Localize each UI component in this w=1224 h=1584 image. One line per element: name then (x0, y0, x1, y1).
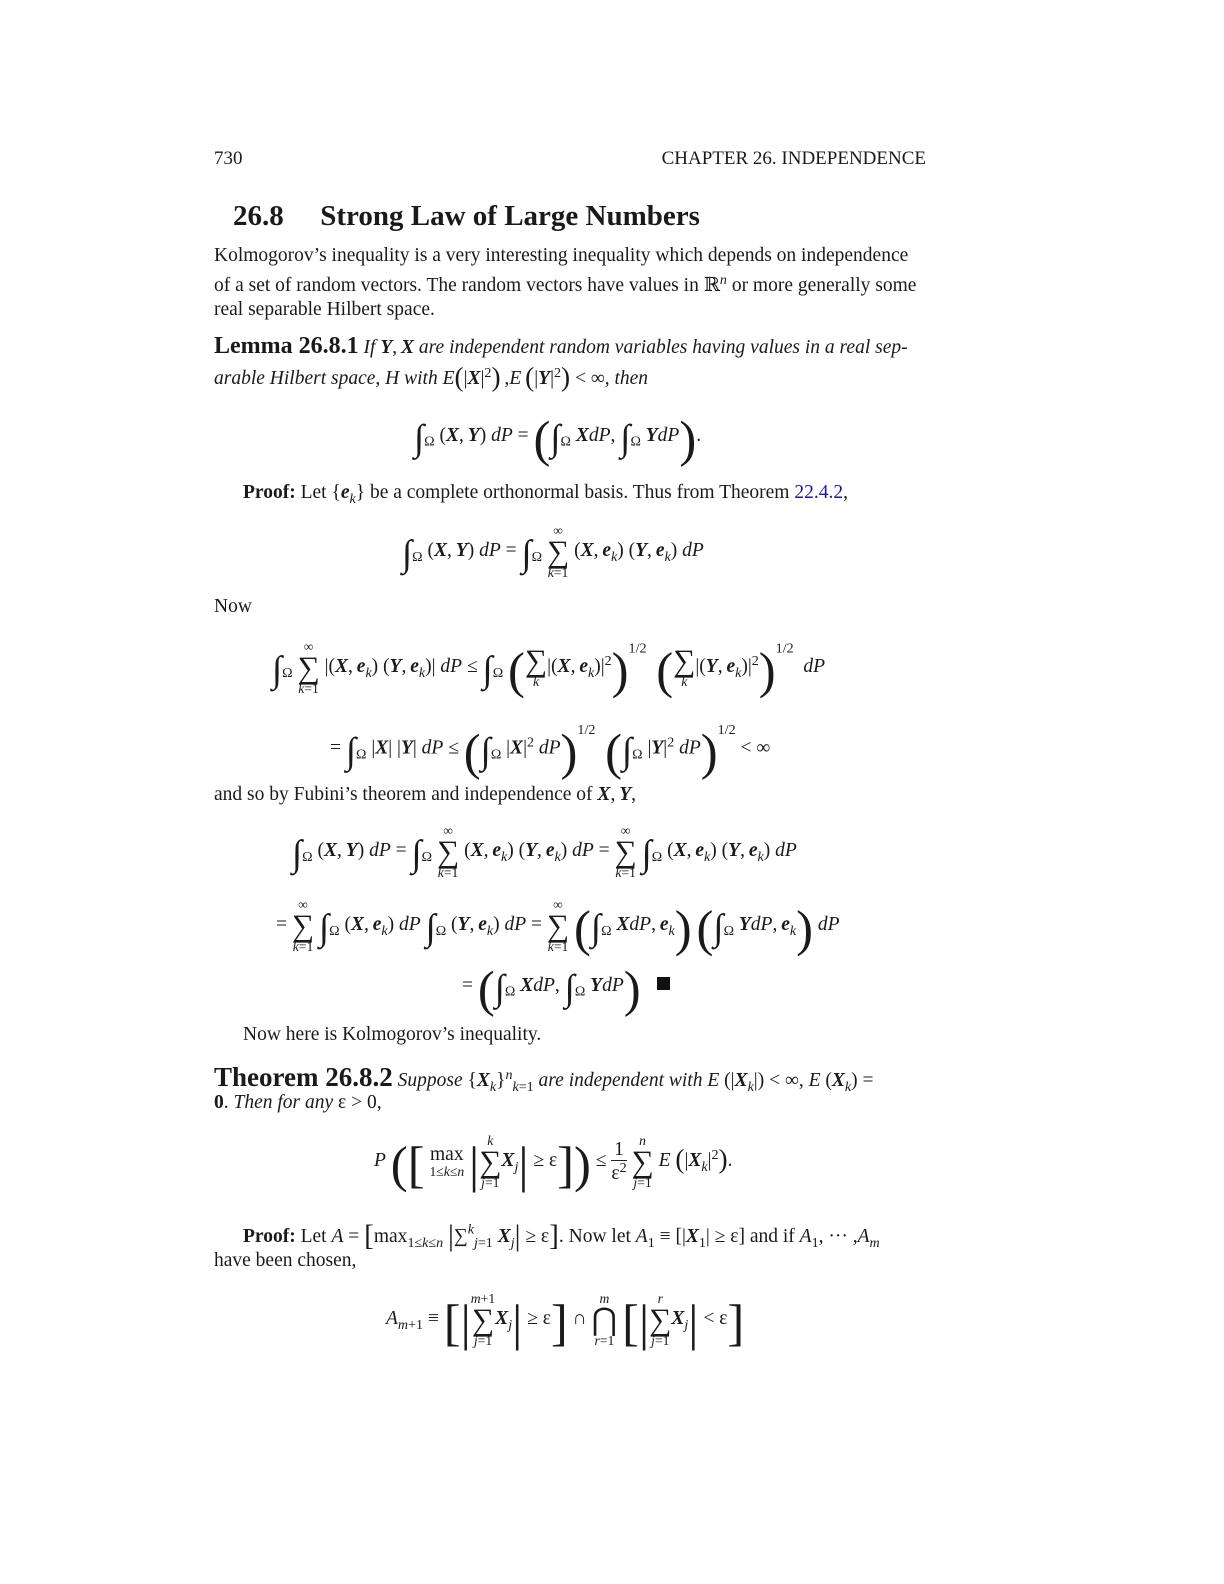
proof-2-text-a: Let (300, 1226, 327, 1247)
page-number: 730 (214, 148, 243, 169)
proof-2-text-c: and if (749, 1226, 795, 1247)
theorem-reference-link[interactable]: 22.4.2 (794, 482, 844, 503)
proof-1-text-a: Let (300, 482, 327, 503)
lemma-statement: Lemma 26.8.1 If Y, X are independent random variables having values in a real sep- (214, 333, 908, 359)
now-text: Now (214, 596, 252, 617)
running-title: CHAPTER 26. INDEPENDENCE (661, 148, 926, 169)
intro-line-3: real separable Hilbert space. (214, 299, 435, 321)
theorem-text-b: are independent with (538, 1070, 703, 1091)
equation-fubini-1: $\int_\Omega$ (X, Y) dP = $\int_\Omega$ ∞ ∑ k=1 (X, $e_k$) (Y, $e_k$) dP = ∞ ∑ k=1 $\int_\Omega$ (X, $e_k$) (Y, $e_k$) dP (292, 823, 797, 880)
real-n-symbol: ℝ$^n$ (703, 272, 727, 297)
proof-1-intro: Proof: Let $\{e_k\}$ be a complete orthonormal basis. Thus from Theorem 22.4.2, (243, 482, 848, 507)
section-title: Strong Law of Large Numbers (320, 200, 700, 232)
lemma-text-c: arable Hilbert space, H with (214, 368, 438, 389)
lemma-label: Lemma 26.8.1 (214, 333, 359, 359)
fubini-text: and so by Fubini’s theorem and independence of X, Y, (214, 784, 637, 805)
theorem-label: Theorem 26.8.2 (214, 1062, 393, 1092)
now-here-text: Now here is Kolmogorov’s inequality. (243, 1024, 542, 1045)
intro-paragraph (214, 244, 926, 322)
section-heading (233, 200, 700, 233)
lemma-text-b: are independent random variables having values in a real sep- (418, 337, 908, 358)
theorem-statement: Theorem 26.8.2 Suppose $\{X_k\}^n_{k=1}$ are independent with E $(|X_k|)$ < ∞, E $(X_k)$ = (214, 1062, 874, 1095)
proof-1-label: Proof: (243, 482, 296, 503)
lemma-text-a: If (363, 337, 376, 358)
proof-1-text-b: be a complete orthonormal basis. Thus from Theorem (369, 482, 790, 503)
equation-finite-bound: = $\int_\Omega$ |X| |Y| dP ≤ ($\int_\Omega$ $|X|^2$ dP)$^{1/2}$ ($\int_\Omega$ $|Y|^2$ dP)$^{1/2}$ < ∞ (330, 722, 771, 780)
theorem-text-c: Then for any (233, 1092, 334, 1113)
equation-basis-expansion: $\int_\Omega$ (X, Y) dP = $\int_\Omega$ ∞ ∑ k=1 (X, $e_k$) (Y, $e_k$) dP (402, 523, 704, 580)
fubini-text-a: and so by Fubini’s theorem and independence of (214, 784, 593, 805)
proof-2-label: Proof: (243, 1226, 296, 1247)
equation-result: = ($\int_\Omega$ XdP, $\int_\Omega$ YdP) (462, 964, 670, 1015)
qed-square (657, 977, 670, 990)
intro-line-2b: or more generally some (726, 275, 917, 297)
lemma-text-d: then (614, 368, 649, 389)
section-number: 26.8 (233, 200, 284, 232)
equation-cauchy-schwarz: $\int_\Omega$ ∞ ∑ k=1 |(X, $e_k$) (Y, $e_k)|$ dP ≤ $\int_\Omega$ ( ∑ k |(X, $e_k)|^2)^{1/2}$ ( ∑ k |(Y, $e_k)|^2)^{1/2}$ dP (272, 639, 826, 699)
theorem-text-a: Suppose (397, 1070, 463, 1091)
lemma-statement-line2: arable Hilbert space, H with $E(|X|^2)$ ,E $(|Y|^2)$ < ∞, then (214, 362, 649, 392)
equation-a-m-plus-1: $A_{m+1}$ ≡ [| m+1 ∑ j=1 $X_j| \ge \varepsilon$] ∩ m ⋂ r=1 [| r ∑ j=1 $X_j| < \varepsilon$] (386, 1291, 745, 1351)
equation-lemma: $\int_\Omega$ (X, Y) dP = ($\int_\Omega$ XdP, $\int_\Omega$ YdP). (414, 411, 702, 467)
theorem-statement-line2: 0. Then for any ε > 0, (214, 1092, 382, 1113)
intro-line-2a: of a set of random vectors. The random vectors have values in (214, 275, 704, 297)
intro-line-1: Kolmogorov’s inequality is a very interesting inequality which depends on independence (214, 245, 909, 266)
proof-2-text-b: . Now let (558, 1226, 631, 1247)
proof-2-intro: Proof: Let $A = [\max_{1\le k\le n}$ |∑$^k_{j=1}$ $X_j| \ge \varepsilon$]. Now let $A_1 \equiv [|X_1| \ge \varepsilon]$ and if $A_1$, ··· $,A_m$ (243, 1220, 880, 1252)
proof-2-line2: have been chosen, (214, 1250, 357, 1271)
equation-kolmogorov: P ([ max 1≤k≤n | k ∑ j=1 $X_j| \ge \varepsilon$]) ≤ $\frac{1}{\varepsilon^2}$ n ∑ j=1 E $(|X_k|^2)$. (374, 1133, 733, 1193)
equation-fubini-2: = ∞ ∑ k=1 $\int_\Omega$ (X, $e_k$) dP $\int_\Omega$ (Y, $e_k$) dP = ∞ ∑ k=1 ($\int_\Omega$ XdP, $e_k$) ($\int_\Omega$ YdP, $e_k$) dP (276, 897, 840, 957)
